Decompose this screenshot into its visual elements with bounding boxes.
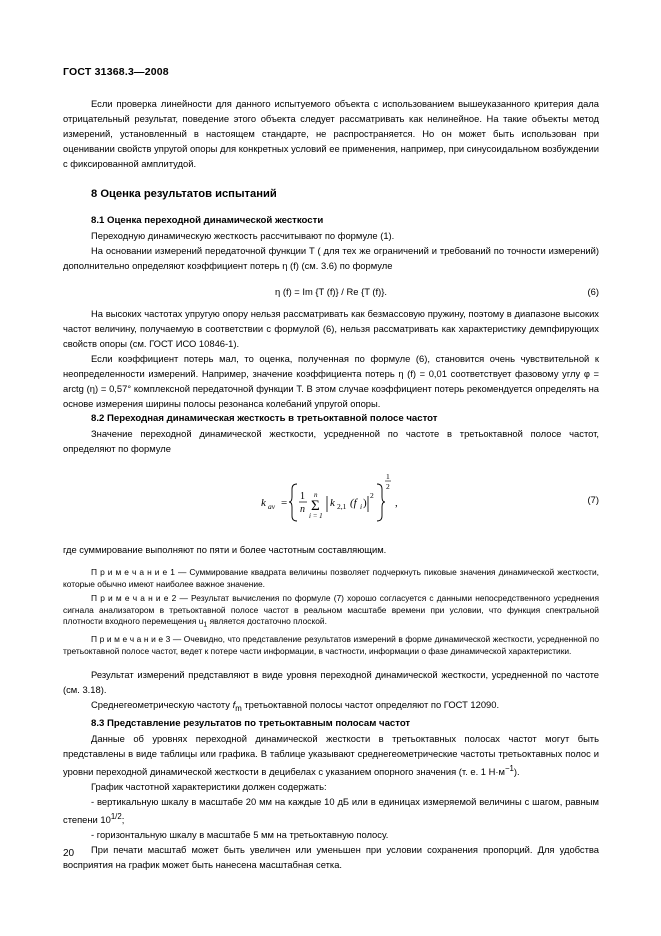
s83-paragraph-1 — [63, 731, 599, 779]
s83-paragraph-5: При печати масштаб может быть увеличен или уменьшен при условии сохранения пропорций. Для удобства восприятия на график может быть нанесена масштабная сетка. — [63, 844, 599, 871]
note-3 — [63, 634, 599, 657]
s81-paragraph-3: На высоких частотах упругую опору нельзя рассматривать как безмассовую пружину, поэтому в диапазоне высоких частот величину, получаемую в соответствии с формулой (6), нельзя рассматривать как характеристику демпфирующих свойств опоры (см. ГОСТ ИСО 10846-1). — [63, 308, 599, 349]
s83-p1-end: ). — [513, 766, 520, 778]
note-1-label: П р и м е ч а н и е 1 — [91, 567, 175, 577]
s83-p3-sup: 1/2 — [110, 812, 122, 822]
note-2-text: — Результат вычисления по формуле (7) хорошо согласуется с данными непосредственного усреднения сигнала анализатором в третьоктавной полосе частот в реальном масштабе времени при условии, что функция спектральной плотности входного перемещения u — [63, 593, 599, 626]
formula-6 — [63, 280, 599, 302]
f7-right-brace — [377, 484, 385, 521]
f7-close-paren: ) — [363, 497, 367, 509]
s81-paragraph-4: Если коэффициент потерь мал, то оценка, полученная по формуле (6), становится очень чувствительной к неопределенности измерений. Например, значение коэффициента потерь η (f) = 0,01 соответствует фазовому углу φ = arctg (η) = 0,57° комплексной передаточной функции T. В этом случае коэффициент потерь рекомендуется определять на основе измерения ширины полосы резонанса колебаний упругой опоры. — [63, 353, 599, 409]
f7-power-den: 2 — [386, 482, 390, 491]
f7-sum-upper: n — [314, 491, 318, 499]
f7-lhs-sub: av — [268, 502, 276, 511]
f7-sigma: Σ — [311, 498, 320, 514]
f7-square: 2 — [370, 491, 374, 500]
s83-p3-end: ; — [121, 814, 125, 826]
formula-7-graphic — [259, 468, 459, 534]
note-1 — [63, 567, 599, 590]
f7-comma: , — [395, 497, 398, 509]
s82-p4-end: третьоктавной полосы частот определяют по ГОСТ 12090. — [241, 699, 500, 711]
f7-frac-num: 1 — [300, 491, 305, 502]
f7-f-sub: i — [360, 502, 363, 511]
formula-7-number: (7) — [587, 494, 599, 505]
section-8-2-heading: 8.2 Переходная динамическая жесткость в третьоктавной полосе частот — [91, 413, 438, 424]
s82-p4-fm: f — [232, 699, 236, 711]
f7-k: k — [330, 497, 335, 509]
s82-paragraph-3: Результат измерений представляют в виде уровня переходной динамической жесткости, усредненной по частоте (см. 3.18). — [63, 669, 599, 696]
f7-equals: = — [281, 497, 288, 509]
notes-block — [63, 567, 599, 657]
s83-paragraph-4: - горизонтальную шкалу в масштабе 5 мм на третьоктавную полосу. — [91, 829, 389, 841]
s83-paragraph-3 — [63, 794, 599, 827]
note-3-label: П р и м е ч а н и е 3 — [91, 634, 171, 645]
s82-p4-sub: m — [235, 704, 242, 714]
formula-6-number: (6) — [587, 286, 599, 297]
s83-p1-sup: −1 — [504, 764, 514, 774]
s82-p4-start: Среднегеометрическую частоту — [91, 699, 233, 711]
s82-paragraph-2: где суммирование выполняют по пяти и более частотным составляющим. — [63, 544, 387, 555]
s81-paragraph-2: На основании измерений передаточной функции T ( для тех же ограничений и требований по точности измерений) дополнительно определяют коэффициент потерь η (f) (см. 3.6) по формуле — [63, 245, 599, 271]
f7-frac-den: n — [300, 504, 305, 515]
f7-f: (f — [350, 497, 357, 509]
note-2-end: является достаточно плоской. — [207, 616, 327, 626]
section-8-3-heading: 8.3 Представление результатов по третьоктавным полосам частот — [91, 718, 411, 730]
section-8-1-heading: 8.1 Оценка переходной динамической жесткости — [91, 215, 324, 226]
s81-paragraph-1: Переходную динамическую жесткость рассчитывают по формуле (1). — [91, 230, 395, 241]
f7-k-sub: 2,1 — [337, 502, 347, 511]
s83-paragraph-2: График частотной характеристики должен содержать: — [91, 781, 327, 793]
note-2-label: П р и м е ч а н и е 2 — [91, 593, 177, 603]
f7-lhs: k — [261, 497, 266, 509]
f7-power-num: 1 — [386, 472, 390, 481]
s83-p3-text: - вертикальную шкалу в масштабе 20 мм на каждые 10 дБ или в единицах измеряемой величины с шагом, равным степени 10 — [63, 796, 599, 826]
intro-paragraph: Если проверка линейности для данного испытуемого объекта с использованием вышеуказанного критерия дала отрицательный результат, поведение этого объекта следует рассматривать как нелинейное. На такие объекты метод измерений, установленный в настоящем стандарте, не распространяется. Но он может быть использован при оценивании свойств упругой опоры для конкретных условий ее применения, например, при синусоидальном возбуждении с фиксированной амплитудой. — [63, 98, 599, 169]
note-3-text: — Очевидно, что представление результатов измерений в форме динамической жесткости, усредненной по третьоктавной полосе частот, ведет к потере части информации, в частности, информации о фазе динамической характеристики. — [63, 634, 599, 656]
note-2-subscript: 1 — [203, 621, 208, 629]
s82-paragraph-1: Значение переходной динамической жесткости, усредненной по частоте в третьоктавной полосе частот, определяют по формуле — [63, 428, 599, 454]
note-2 — [63, 593, 599, 631]
f7-sum-lower: i = 1 — [309, 512, 323, 520]
s83-p1-text: Данные об уровнях переходной динамической жесткости в третьоктавных полосах частот могут быть представлены в виде таблицы или графика. В таблице указывают среднегеометрические частоты третьоктавных полос и уровни переходной динамической жесткости в децибелах с указанием опорного значения (т. е. 1 Н·м — [63, 733, 599, 778]
formula-7 — [63, 468, 599, 534]
formula-6-expression: η (f) = Im {T (f)} / Re {T (f)}. — [275, 286, 387, 297]
note-1-text: — Суммирование квадрата величины позволяет подчеркнуть пиковые значения динамической жесткости, которые обычно имеют наиболее важное значение. — [63, 567, 599, 589]
section-8-heading: 8 Оценка результатов испытаний — [91, 188, 277, 200]
page-content — [63, 96, 599, 872]
standard-header: ГОСТ 31368.3—2008 — [63, 66, 169, 78]
page-number: 20 — [63, 848, 75, 859]
f7-left-brace — [289, 484, 297, 521]
s82-paragraph-4 — [63, 697, 599, 716]
